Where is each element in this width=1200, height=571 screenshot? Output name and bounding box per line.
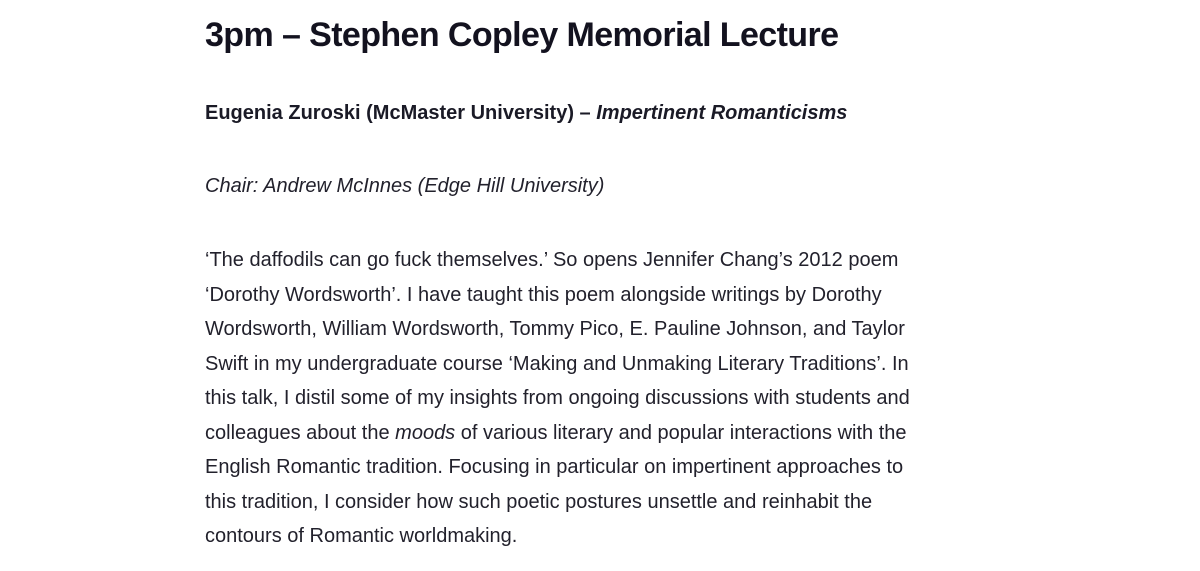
talk-title: Impertinent Romanticisms	[596, 102, 848, 124]
speaker-line	[205, 99, 847, 127]
abstract-line: Wordsworth, William Wordsworth, Tommy Pico, E. Pauline Johnson, and Taylor	[205, 318, 905, 340]
abstract-line: this tradition, I consider how such poetic postures unsettle and reinhabit the	[205, 490, 873, 513]
abstract-paragraph	[205, 243, 995, 554]
abstract-line: contours of Romantic worldmaking.	[205, 525, 518, 547]
speaker-name: Eugenia Zuroski (McMaster University) –	[205, 102, 597, 124]
abstract-line: ‘Dorothy Wordsworth’. I have taught this poem alongside writings by Dorothy	[205, 283, 882, 306]
abstract-line: English Romantic tradition. Focusing in particular on impertinent approaches to	[205, 456, 904, 478]
abstract-text: of various literary and popular interactions with the	[455, 421, 907, 444]
abstract-line: this talk, I distil some of my insights from ongoing discussions with students and	[205, 387, 910, 409]
chair-line: Chair: Andrew McInnes (Edge Hill University)	[205, 175, 605, 197]
lecture-heading: 3pm – Stephen Copley Memorial Lecture	[205, 16, 839, 54]
abstract-line: ‘The daffodils can go fuck themselves.’ So opens Jennifer Chang’s 2012 poem	[205, 249, 899, 271]
abstract-line: Swift in my undergraduate course ‘Making and Unmaking Literary Traditions’. In	[205, 352, 909, 375]
abstract-line	[205, 416, 995, 451]
abstract-text: colleagues about the	[205, 421, 396, 444]
abstract-emphasis: moods	[395, 421, 456, 444]
